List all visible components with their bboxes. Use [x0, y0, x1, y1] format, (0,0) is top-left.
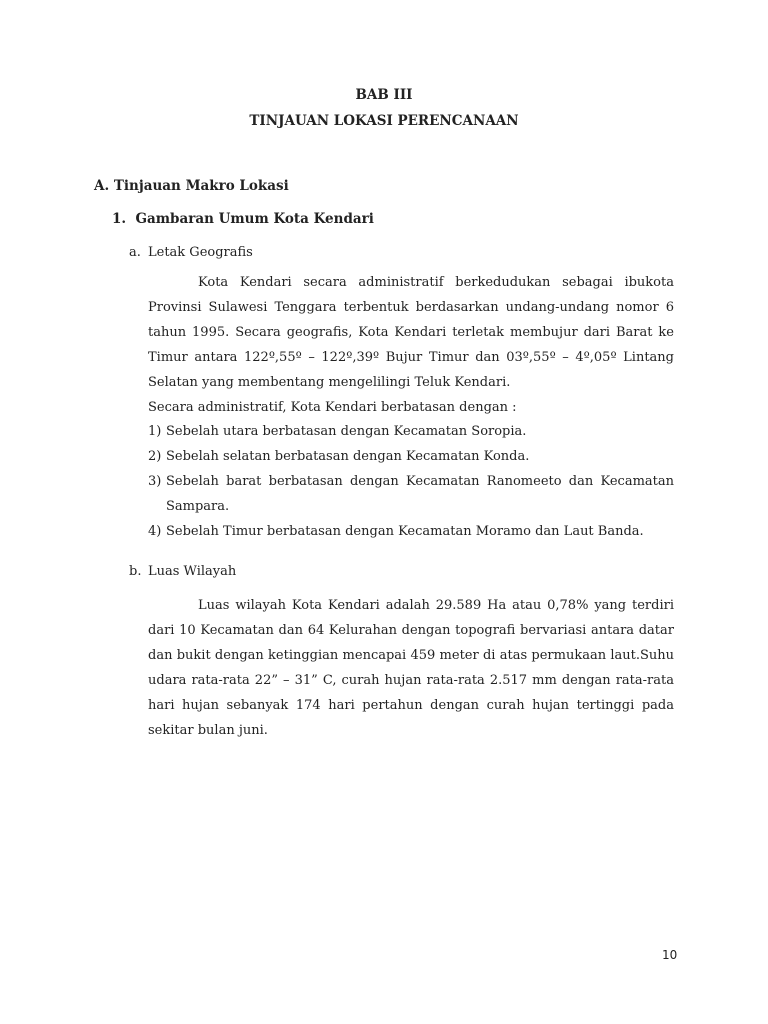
- subsection-b-body: [148, 594, 674, 743]
- subsection-a-body: [148, 271, 674, 545]
- area-paragraph: Luas wilayah Kota Kendari adalah 29.589 Ha atau 0,78% yang terdiri dari 10 Kecamatan dan 64 Kelurahan dengan topografi bervariasi antara datar dan bukit dengan ketinggian mencapai 459 meter di atas permukaan laut.Suhu udara rata-rata 22” – 31” C, curah hujan rata-rata 2.517 mm dengan rata-rata hari hujan sebanyak 174 hari pertahun dengan curah hujan tertinggi pada sekitar bulan juni.: [148, 598, 674, 738]
- section-heading: A. Tinjauan Makro Lokasi: [94, 178, 289, 194]
- chapter-number: BAB III: [355, 87, 413, 103]
- chapter-title: TINJAUAN LOKASI PERENCANAAN: [249, 113, 519, 129]
- subsection-a-marker: a.: [129, 245, 141, 260]
- list-item: [148, 420, 674, 445]
- list-item-number: 4): [148, 524, 162, 540]
- geography-paragraph: Kota Kendari secara administratif berkedudukan sebagai ibukota Provinsi Sulawesi Tenggara terbentuk berdasarkan undang-undang nomor 6 tahun 1995. Secara geografis, Kota Kendari terletak membujur dari Barat ke Timur antara 122º,55º – 122º,39º Bujur Timur dan 03º,55º – 4º,05º Lintang Selatan yang membentang mengelilingi Teluk Kendari.: [148, 275, 674, 390]
- list-item-text: Sebelah barat berbatasan dengan Kecamatan Ranomeeto dan Kecamatan Sampara.: [166, 474, 674, 515]
- list-item-text: Sebelah Timur berbatasan dengan Kecamatan Moramo dan Laut Banda.: [166, 524, 644, 540]
- boundary-intro: Secara administratif, Kota Kendari berbatasan dengan :: [148, 399, 517, 415]
- subsection-b-marker: b.: [129, 564, 142, 579]
- subsection-heading: 1. Gambaran Umum Kota Kendari: [112, 211, 374, 227]
- list-item-number: 3): [148, 474, 162, 490]
- list-item-text: Sebelah utara berbatasan dengan Kecamatan Soropia.: [166, 424, 527, 440]
- list-item-number: 2): [148, 449, 162, 465]
- list-item: [148, 470, 674, 520]
- subsection-b-label: Luas Wilayah: [148, 564, 237, 579]
- list-item-number: 1): [148, 424, 162, 440]
- subsection-a-label: Letak Geografis: [148, 245, 253, 260]
- list-item: [148, 445, 674, 470]
- page-number: 10: [662, 948, 678, 962]
- list-item: [148, 520, 674, 545]
- list-item-text: Sebelah selatan berbatasan dengan Kecamatan Konda.: [166, 449, 530, 465]
